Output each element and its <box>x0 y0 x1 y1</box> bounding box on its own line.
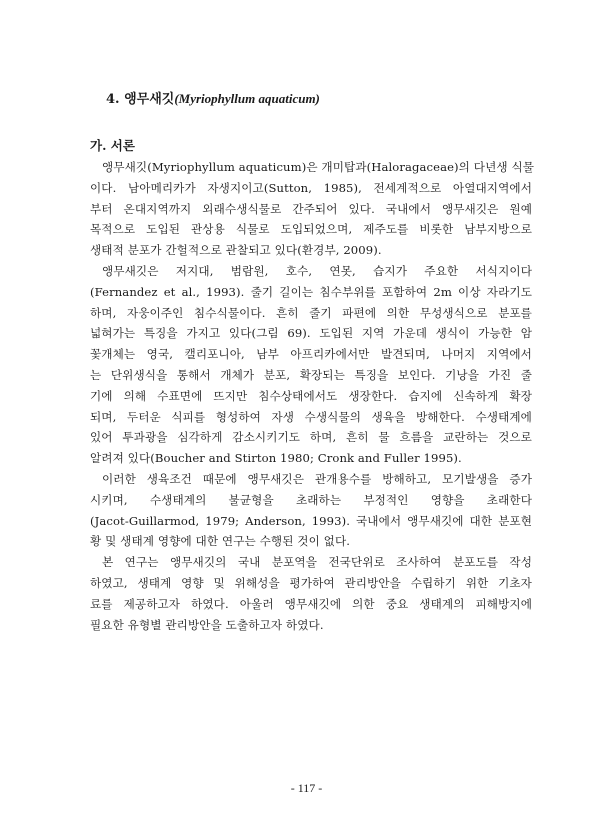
paragraph-2-line-2: (Fernandez et al., 1993). 줄기 길이는 침수부위를 포함하여 2m 이상 자라기도 <box>90 284 532 299</box>
paragraph-2-line-8: 되며, 두터운 식피를 형성하여 자생 수생식물의 생육을 방해한다. 수생태계에 <box>90 409 532 424</box>
paragraph-3-line-2: 시키며, 수생태계의 불균형을 초래하는 부정적인 영향을 초래한다 <box>90 492 532 507</box>
paragraph-2-line-10: 알려져 있다(Boucher and Stirton 1980; Cronk and Fuller 1995). <box>90 451 462 466</box>
paragraph-3-line-4: 황 및 생태계 영향에 대한 연구는 수행된 것이 없다. <box>90 534 351 549</box>
paragraph-1-line-3: 부터 온대지역까지 외래수생식물로 간주되어 있다. 국내에서 앵무새깃은 원예 <box>90 201 532 216</box>
paragraph-1-line-4: 목적으로 도입된 관상용 식물로 도입되었으며, 제주도를 비롯한 남부지방으로 <box>90 222 532 237</box>
page-number: - 117 - <box>290 781 323 795</box>
paragraph-2-line-9: 있어 투과광을 심각하게 감소시키기도 하며, 흔히 물 흐름을 교란하는 것으로 <box>90 430 532 445</box>
chapter-number-label: 4. 앵무새깃 <box>106 92 175 107</box>
paragraph-3-line-3: (Jacot-Guillarmod, 1979; Anderson, 1993). 국내에서 앵무새깃에 대한 분포현 <box>90 513 532 528</box>
paragraph-4-line-2: 하였고, 생태계 영향 및 위해성을 평가하여 관리방안을 수립하기 위한 기초자 <box>90 575 532 590</box>
paragraph-1-line-2: 이다. 남아메리카가 자생지이고(Sutton, 1985), 전세계적으로 아열대지역에서 <box>90 180 532 195</box>
paragraph-2-line-1: 앵무새깃은 저지대, 범람원, 호수, 연못, 습지가 주요한 서식지이다 <box>102 263 532 278</box>
paragraph-1-line-5: 생태적 분포가 간헐적으로 관찰되고 있다(환경부, 2009). <box>90 243 382 258</box>
section-heading: 가. 서론 <box>90 138 135 153</box>
paragraph-2-line-5: 꽃개체는 영국, 캘리포니아, 남부 아프리카에서만 발견되며, 나머지 지역에서 <box>90 347 532 362</box>
paragraph-2-line-7: 기에 의해 수표면에 뜨지만 침수상태에서도 생장한다. 습지에 신속하게 확장 <box>90 388 532 403</box>
paragraph-3-line-1: 이러한 생육조건 때문에 앵무새깃은 관개용수를 방해하고, 모기발생을 증가 <box>102 471 532 486</box>
paragraph-2-line-3: 하며, 자웅이주인 침수식물이다. 흔히 줄기 파편에 의한 무성생식으로 분포를 <box>90 305 532 320</box>
chapter-latin-name: (Myriophyllum aquaticum) <box>174 91 320 106</box>
paragraph-4-line-1: 본 연구는 앵무새깃의 국내 분포역을 전국단위로 조사하여 분포도를 작성 <box>102 555 532 570</box>
paragraph-1-line-1: 앵무새깃(Myriophyllum aquaticum)은 개미탑과(Haloragaceae)의 다년생 식물 <box>102 160 535 174</box>
paragraph-4-line-3: 료를 제공하고자 하였다. 아울러 앵무새깃에 의한 중요 생태계의 피해방지에 <box>90 596 532 611</box>
chapter-title <box>106 88 320 107</box>
body-text <box>90 157 535 635</box>
paragraph-2-line-4: 넓혀가는 특징을 가지고 있다(그림 69). 도입된 지역 가운데 생식이 가능한 암 <box>90 326 532 341</box>
paragraph-4-line-4: 필요한 유형별 관리방안을 도출하고자 하였다. <box>90 617 324 632</box>
paragraph-2-line-6: 는 단위생식을 통해서 개체가 분포, 확장되는 특징을 보인다. 기낭을 가진 줄 <box>90 367 532 382</box>
